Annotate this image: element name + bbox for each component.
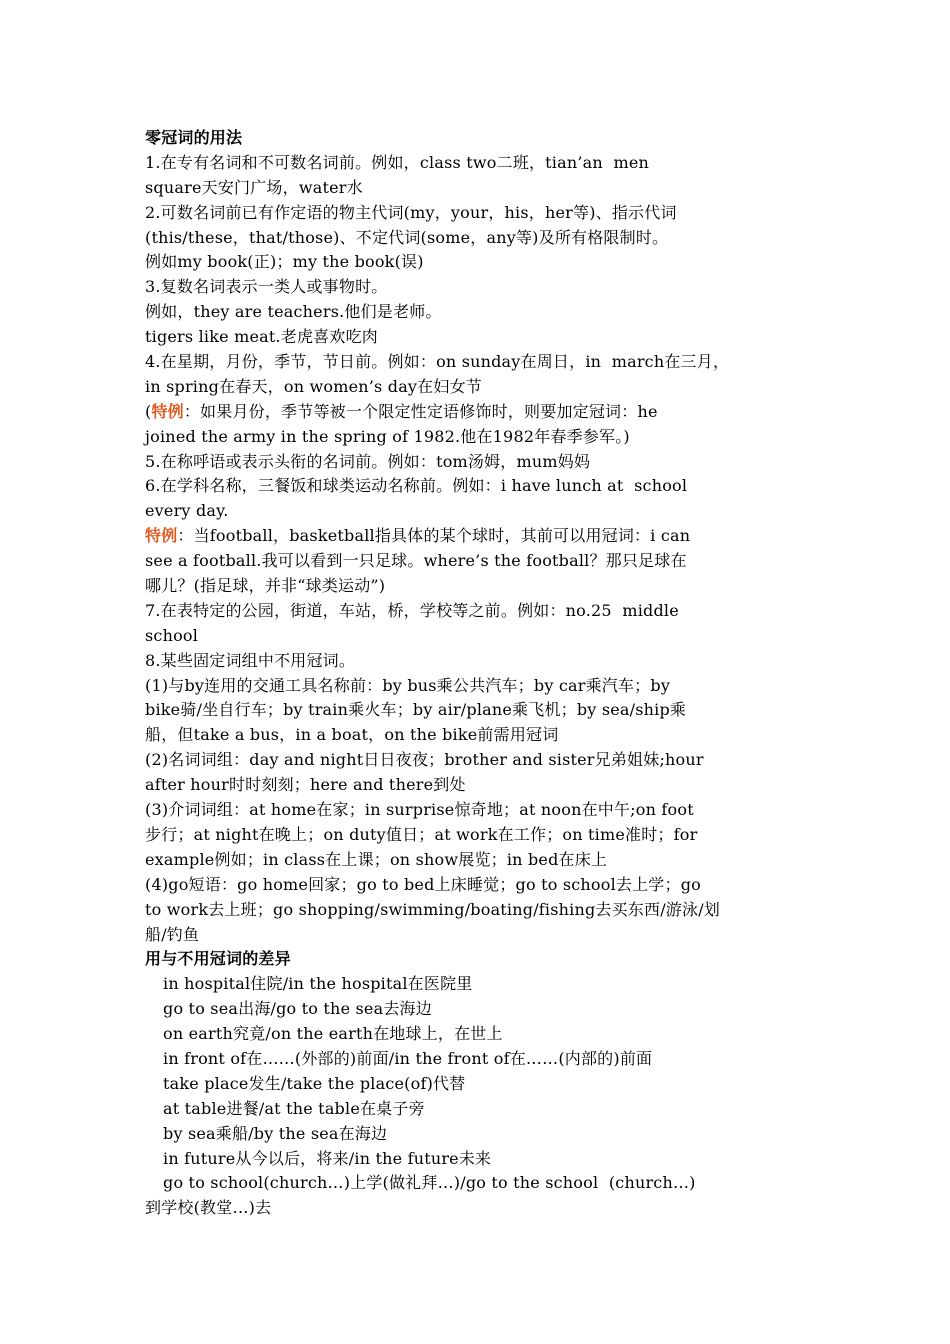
text-line: (1)与by连用的交通工具名称前：by bus乘公共汽车；by car乘汽车；by — [145, 675, 671, 695]
text-line: 哪儿？(指足球，并非“球类运动”) — [145, 576, 386, 596]
special-case-label: 特例 — [151, 401, 184, 421]
text-line: 例如，they are teachers.他们是老师。 — [145, 302, 442, 322]
text-line: 6.在学科名称，三餐饭和球类运动名称前。例如：i have lunch at school — [145, 476, 688, 496]
text-line: 到学校(教堂…)去 — [145, 1198, 272, 1218]
text-line: 1.在专有名词和不可数名词前。例如，class two二班，tian’an men — [145, 152, 649, 172]
text-line: bike骑/坐自行车；by train乘火车；by air/plane乘飞机；by sea/ship乘 — [145, 700, 687, 720]
text-line: 8.某些固定词组中不用冠词。 — [145, 650, 356, 670]
text-line: 例如my book(正)；my the book(误) — [145, 252, 424, 272]
list-item: by sea乘船/by the sea在海边 — [163, 1123, 388, 1143]
list-item: go to school(church…)上学(做礼拜…)/go to the school (church…) — [163, 1173, 696, 1193]
text-line: (4)go短语：go home回家；go to bed上床睡觉；go to school去上学；go — [145, 874, 701, 894]
list-item: in future从今以后，将来/in the future未来 — [163, 1148, 492, 1168]
text-line: 7.在表特定的公园，街道，车站，桥，学校等之前。例如：no.25 middle — [145, 600, 679, 620]
list-item: go to sea出海/go to the sea去海边 — [163, 999, 432, 1019]
document-page — [145, 126, 825, 1221]
text-line: 步行；at night在晚上；on duty值日；at work在工作；on time准时；for — [145, 824, 698, 844]
text-line: square天安门广场，water水 — [145, 177, 363, 197]
text-line: 5.在称呼语或表示头衔的名词前。例如：tom汤姆，mum妈妈 — [145, 451, 591, 471]
text-line: see a football.我可以看到一只足球。where’s the football？那只足球在 — [145, 551, 687, 571]
special-case-label: 特例 — [145, 526, 178, 546]
text-line: 船，但take a bus，in a boat，on the bike前需用冠词 — [145, 725, 559, 745]
section-title-article-difference: 用与不用冠词的差异 — [145, 949, 291, 969]
text-line: (this/these，that/those)、不定代词(some，any等)及所有格限制时。 — [145, 227, 669, 247]
text-line: example例如；in class在上课；on show展览；in bed在床上 — [145, 849, 608, 869]
text-line: 4.在星期，月份，季节，节日前。例如：on sunday在周日，in march在三月， — [145, 352, 730, 372]
text-line: to work去上班；go shopping/swimming/boating/fishing去买东西/游泳/划 — [145, 899, 720, 919]
text-line: (2)名词词组：day and night日日夜夜；brother and sister兄弟姐妹;hour — [145, 750, 704, 770]
text-line: school — [145, 625, 199, 645]
special-case-text: ：如果月份，季节等被一个限定性定语修饰时，则要加定冠词：he — [183, 401, 658, 421]
text-line: 船/钓鱼 — [145, 924, 200, 944]
open-paren: ( — [145, 401, 152, 421]
list-item: in front of在……(外部的)前面/in the front of在……(内部的)前面 — [163, 1048, 653, 1068]
list-item: in hospital住院/in the hospital在医院里 — [163, 974, 473, 994]
text-line: in spring在春天，on women’s day在妇女节 — [145, 376, 482, 396]
text-line: tigers like meat.老虎喜欢吃肉 — [145, 327, 378, 347]
text-line: (3)介词词组：at home在家；in surprise惊奇地；at noon在中午;on foot — [145, 800, 694, 820]
list-item: take place发生/take the place(of)代替 — [163, 1073, 466, 1093]
section-title-zero-article: 零冠词的用法 — [145, 128, 243, 147]
text-line: every day. — [145, 501, 229, 521]
special-case-note-2 — [145, 524, 825, 549]
special-case-text: ：当football，basketball指具体的某个球时，其前可以用冠词：i can — [177, 526, 691, 546]
text-line: after hour时时刻刻；here and there到处 — [145, 775, 466, 795]
text-line: 2.可数名词前已有作定语的物主代词(my，your，his，her等)、指示代词 — [145, 202, 677, 222]
text-line: joined the army in the spring of 1982.他在1982年春季参军。) — [145, 426, 630, 446]
list-item: at table进餐/at the table在桌子旁 — [163, 1098, 425, 1118]
text-line: 3.复数名词表示一类人或事物时。 — [145, 277, 388, 297]
special-case-note-1 — [145, 400, 825, 425]
list-item: on earth究竟/on the earth在地球上，在世上 — [163, 1024, 503, 1044]
